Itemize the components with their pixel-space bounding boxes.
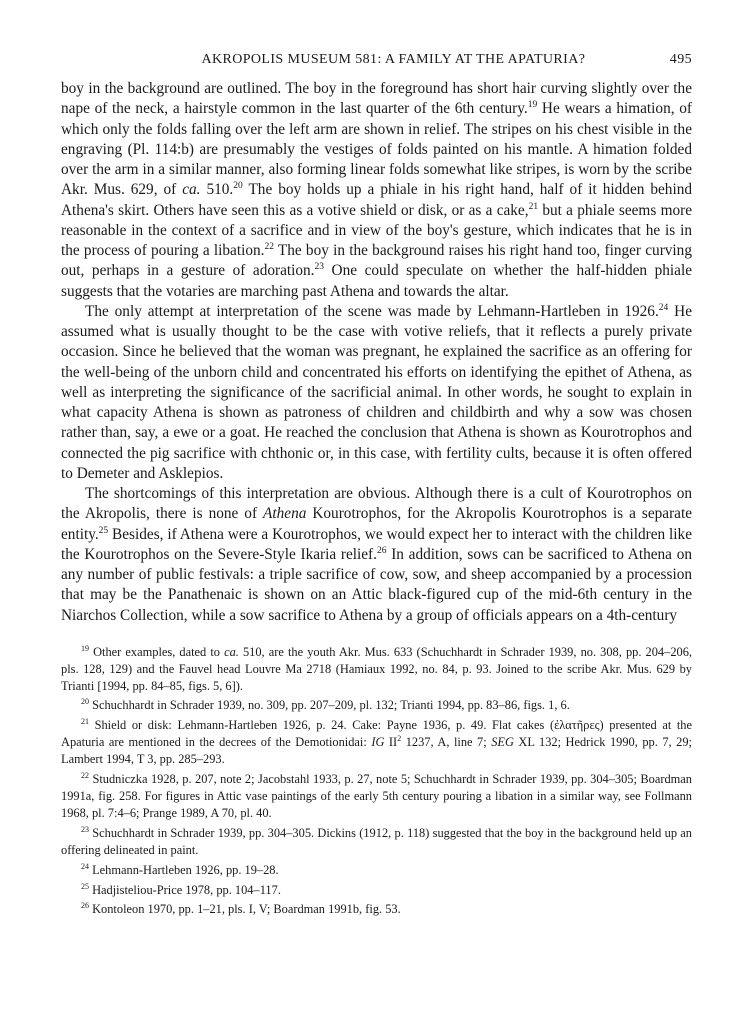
text-run: The boy holds up a phiale in his right hand, half of it hidden behind Athena's skirt. Others have seen this as a votive shield or disk, or as a cake, [61, 181, 692, 219]
footnote-ref: 25 [81, 881, 89, 891]
footnote-ref: 20 [81, 697, 89, 707]
footnote [61, 717, 692, 768]
footnote [61, 862, 692, 879]
page-number: 495 [669, 52, 692, 67]
italic-text: IG [371, 735, 385, 750]
footnote [61, 882, 692, 899]
text-run: The only attempt at interpretation of the scene was made by Lehmann-Hartleben in 1926. [85, 302, 659, 320]
footnote-ref: 24 [81, 861, 89, 871]
footnote-ref: 23 [81, 824, 89, 834]
text-run: boy in the background are outlined. The boy in the foreground has short hair curving slightly over the nape of the neck, a hairstyle common in the last quarter of the 6th century. [61, 80, 692, 118]
footnote-ref: 23 [314, 262, 324, 273]
footnote-ref: 22 [264, 242, 274, 252]
text-run: In addition, sows can be sacrificed to Athena on any number of public festivals: a triple sacrifice of cow, sow, and sheep accompanied by a procession that may be the Panathenaic is shown on an Attic black-figured cup of the mid-6th century in the Niarchos Collection, while a sow sacrifice to Athena by a group of officials appears on a 4th-century [61, 545, 692, 624]
text-run: Shield or disk: Lehmann-Hartleben 1926, p. 24. Cake: Payne 1936, p. 49. Flat cakes (ἐλατῆρες) presented at the Apaturia are mentioned in the decrees of the Demotionidai: [61, 718, 692, 750]
text-run: 510. [200, 181, 234, 199]
text-run: Kourotrophos, for the Akropolis Kourotrophos is a separate entity. [61, 505, 692, 543]
text-run: Schuchhardt in Schrader 1939, no. 309, pp. 207–209, pl. 132; Trianti 1994, pp. 83–86, figs. 1, 6. [89, 698, 570, 713]
italic-text: ca. [182, 181, 201, 199]
text-run: He assumed what is usually thought to be the case with votive reliefs, that it reflects a purely private occasion. Since he believed that the woman was pregnant, he explained the sacrifice as an offering for the well-being of the unborn child and concentrated his efforts on identifying the epithet of Athena, as well as interpreting the significance of the sacrificial animal. In other words, he sought to explain in what capacity Athena is shown as patroness of children and childbirth and why a sow was chosen rather than, say, a ewe or a goat. He reached the conclusion that Athena is shown as Kourotrophos and connected the pig sacrifice with chthonic or, in this case, with fertility cults, because it is often offered to Demeter and Asklepios. [61, 302, 692, 482]
text-run: Other examples, dated to [89, 644, 225, 659]
text-run: Besides, if Athena were a Kourotrophos, we would expect her to interact with the children like the Kourotrophos on the Severe-Style Ikaria relief. [61, 525, 692, 563]
footnote-ref: 24 [658, 302, 669, 313]
footnote-ref: 26 [81, 901, 89, 911]
italic-text: Athena [263, 505, 307, 523]
italic-text: SEG [491, 735, 514, 750]
italic-text: ca. [224, 644, 239, 659]
footnote-ref: 25 [98, 525, 109, 536]
text-run: 510, are the youth Akr. Mus. 633 (Schuchhardt in Schrader 1939, no. 308, pp. 204–206, pls. 128, 129) and the Fauvel head Louvre Ma 2718 (Hamiaux 1992, no. 84, p. 93. Joined to the scribe Akr. Mus. 629 by Trianti [1994, pp. 84–85, figs. 5, 6]). [61, 644, 692, 693]
body-paragraph [61, 79, 692, 302]
text-run: Lehmann-Hartleben 1926, pp. 19–28. [89, 862, 279, 877]
footnote-ref: 20 [233, 181, 243, 192]
text-run: Hadjisteliou-Price 1978, pp. 104–117. [89, 882, 281, 897]
footnote-ref: 22 [81, 771, 89, 781]
footnote-ref: 21 [528, 201, 539, 212]
running-header [61, 52, 692, 68]
body-paragraph [61, 484, 692, 626]
text-run: 1237, A, line 7; [401, 735, 492, 750]
text-run: but a phiale seems more reasonable in the context of a sacrifice and in view of the boy's gesture, which indicates that he is in the process of pouring a libation. [61, 201, 692, 259]
text-run: Studniczka 1928, p. 207, note 2; Jacobstahl 1933, p. 27, note 5; Schuchhardt in Schrader 1939, pp. 304–305; Boardman 1991a, fig. 258. For figures in Attic vase paintings of the early 5th century pouring a libation in a similar way, see Follmann 1968, pl. 7:4–6; Prange 1989, A 70, pl. 40. [61, 772, 692, 820]
footnote-ref: 19 [527, 100, 538, 111]
footnote [61, 644, 692, 695]
footnote-ref: 19 [81, 643, 89, 653]
body-paragraph [61, 302, 692, 484]
text-run: Schuchhardt in Schrader 1939, pp. 304–305. Dickins (1912, p. 118) suggested that the boy in the background held up an offering delineated in paint. [61, 825, 692, 857]
body-text [61, 79, 692, 626]
footnotes [61, 644, 692, 919]
text-run: The shortcomings of this interpretation are obvious. Although there is a cult of Kourotrophos on the Akropolis, there is none of [61, 485, 692, 523]
footnote-ref: 2 [397, 734, 402, 744]
footnote [61, 825, 692, 859]
text-run: He wears a himation, of which only the folds falling over the left arm are shown in relief. The stripes on his chest visible in the engraving (Pl. 114:b) are presumably the vestiges of folds painted on his mantle. A himation folded over the arm in a similar manner, also forming linear folds somewhat like stripes, is worn by the scribe Akr. Mus. 629, of [61, 100, 693, 199]
footnote [61, 771, 692, 822]
text-run: Kontoleon 1970, pp. 1–21, pls. I, V; Boardman 1991b, fig. 53. [89, 902, 401, 917]
footnote [61, 901, 692, 918]
footnote [61, 697, 692, 714]
text-run: II [384, 735, 398, 750]
footnote-ref: 26 [376, 545, 387, 556]
text-run: XL 132; Hedrick 1990, pp. 7, 29; Lambert 1994, T 3, pp. 285–293. [61, 735, 692, 767]
running-title: AKROPOLIS MUSEUM 581: A FAMILY AT THE APATURIA? [201, 52, 586, 67]
text-run: One could speculate on whether the half-hidden phiale suggests that the votaries are marching past Athena and towards the altar. [61, 262, 692, 300]
text-run: The boy in the background raises his right hand too, finger curving out, perhaps in a gesture of adoration. [61, 242, 692, 280]
footnote-ref: 21 [81, 717, 89, 727]
